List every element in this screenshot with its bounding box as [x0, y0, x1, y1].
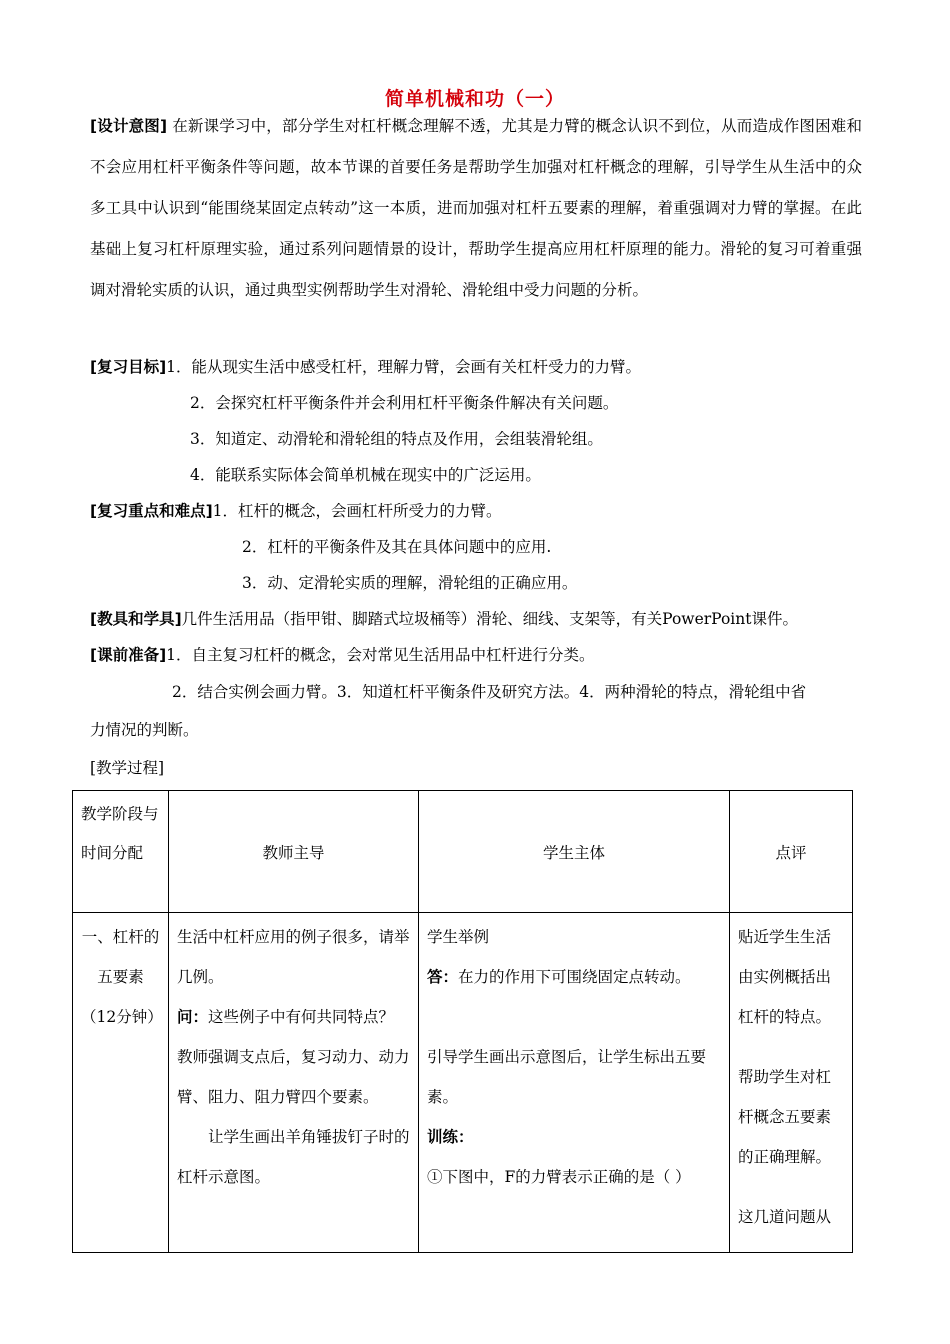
design-intent-text: 在新课学习中，部分学生对杠杆概念理解不透，尤其是力臂的概念认识不到位，从而造成作图困难和不会应用杠杆平衡条件等问题，故本节课的首要任务是帮助学生加强对杠杆概念的理解，引导学生从生活中的众多工具中认识到“能围绕某固定点转动”这一本质，进而加强对杠杆五要素的理解，着重强调对力臂的掌握。在此基础上复习杠杆原理实验，通过系列问题情景的设计，帮助学生提高应用杠杆原理的能力。滑轮的复习可着重强调对滑轮实质的认识，通过典型实例帮助学生对滑轮、滑轮组中受力问题的分析。 [90, 117, 862, 299]
header-student: 学生主体 [419, 791, 730, 913]
teacher-para-4: 让学生画出羊角锤拔钉子时的杠杆示意图。 [177, 1128, 410, 1186]
header-teacher: 教师主导 [169, 791, 419, 913]
key-point-item: 1．杠杆的概念，会画杠杆所受力的力臂。 [212, 502, 502, 520]
table-row [73, 913, 853, 1253]
review-goal-item: 4．能联系实际体会简单机械在现实中的广泛运用。 [190, 466, 541, 484]
review-goal-item: 1．能从现实生活中感受杠杆，理解力臂，会画有关杠杆受力的力臂。 [166, 358, 642, 376]
teacher-para-1: 生活中杠杆应用的例子很多，请举几例。 [177, 928, 410, 986]
process-label: [教学过程] [90, 759, 165, 777]
document-title: 简单机械和功（一） [384, 88, 565, 110]
review-goals-label: [复习目标] [90, 358, 167, 376]
tools-label: [教具和学具] [90, 610, 182, 628]
stage-cell: 一、杠杆的五要素（12分钟） [73, 913, 169, 1253]
comment-para-2: 帮助学生对杠杆概念五要素的正确理解。 [738, 1068, 832, 1166]
comment-para-3: 这几道问题从 [738, 1208, 832, 1226]
design-intent-paragraph [90, 106, 862, 311]
student-cell [419, 913, 730, 1253]
student-para-3: 引导学生画出示意图后，让学生标出五要素。 [427, 1048, 707, 1106]
training-label: 训练： [427, 1128, 474, 1146]
teacher-para-3: 教师强调支点后，复习动力、动力臂、阻力、阻力臂四个要素。 [177, 1048, 410, 1106]
table-header-row [73, 791, 853, 913]
prep-text-3: 力情况的判断。 [90, 721, 199, 739]
training-question-1: ①下图中，F的力臂表示正确的是（ ） [427, 1168, 691, 1186]
prep-text-1: 1．自主复习杠杆的概念，会对常见生活用品中杠杆进行分类。 [166, 646, 595, 664]
student-para-1: 学生举例 [427, 928, 490, 946]
review-goals-line-1 [90, 357, 641, 377]
key-points-label: [复习重点和难点] [90, 502, 213, 520]
review-goal-item: 3．知道定、动滑轮和滑轮组的特点及作用，会组装滑轮组。 [190, 430, 603, 448]
teaching-process-table [72, 790, 853, 1253]
comment-cell [730, 913, 853, 1253]
header-stage: 教学阶段与时间分配 [73, 791, 169, 913]
key-point-item: 3．动、定滑轮实质的理解，滑轮组的正确应用。 [242, 574, 578, 592]
design-intent-label: [设计意图] [90, 117, 168, 135]
header-comment: 点评 [730, 791, 853, 913]
tools-line [90, 609, 798, 629]
prep-text-2: 2．结合实例会画力臂。3．知道杠杆平衡条件及研究方法。4．两种滑轮的特点，滑轮组中省 [172, 683, 807, 701]
prep-label: [课前准备] [90, 646, 167, 664]
teacher-cell [169, 913, 419, 1253]
student-answer: 答：在力的作用下可围绕固定点转动。 [427, 968, 691, 986]
prep-line-1 [90, 645, 595, 665]
review-goal-item: 2．会探究杠杆平衡条件并会利用杠杆平衡条件解决有关问题。 [190, 394, 619, 412]
key-points-line-1 [90, 501, 502, 521]
tools-text: 几件生活用品（指甲钳、脚踏式垃圾桶等）滑轮、细线、支架等，有关PowerPoint课件。 [181, 610, 798, 628]
key-point-item: 2．杠杆的平衡条件及其在具体问题中的应用. [242, 538, 552, 556]
teacher-question: 问：这些例子中有何共同特点？ [177, 1008, 395, 1026]
comment-para-1: 贴近学生生活由实例概括出杠杆的特点。 [738, 928, 832, 1026]
